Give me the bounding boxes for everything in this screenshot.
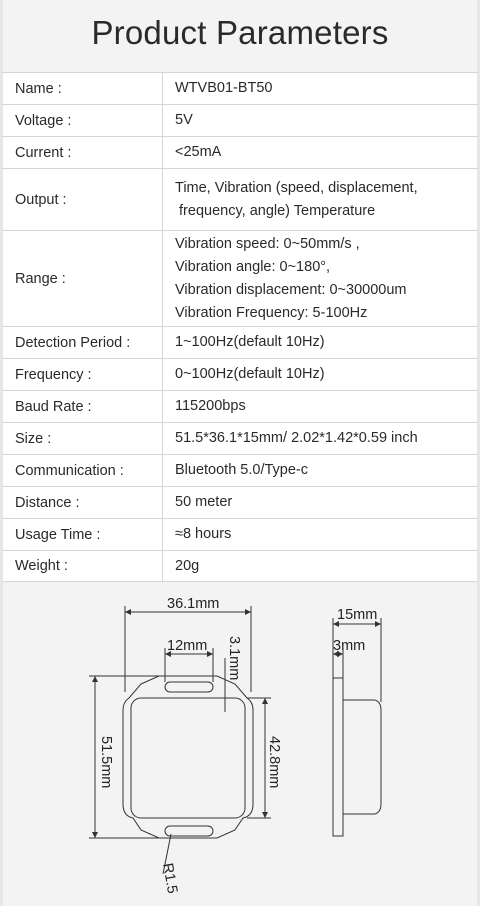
param-value xyxy=(163,105,477,136)
param-row xyxy=(3,168,477,230)
param-label: Usage Time : xyxy=(3,519,163,550)
param-value xyxy=(163,551,477,581)
param-label: Output : xyxy=(3,169,163,230)
param-value xyxy=(163,73,477,104)
parameters-table xyxy=(3,72,477,582)
param-row xyxy=(3,230,477,326)
param-label: Detection Period : xyxy=(3,327,163,358)
param-label: Weight : xyxy=(3,551,163,581)
param-value-line: 5V xyxy=(175,112,193,128)
param-label: Range : xyxy=(3,231,163,326)
top-slot xyxy=(165,682,213,692)
param-label: Voltage : xyxy=(3,105,163,136)
param-row xyxy=(3,486,477,518)
param-value xyxy=(163,327,477,358)
param-value-line: ≈8 hours xyxy=(175,526,232,542)
param-value-line: Time, Vibration (speed, displacement, xyxy=(175,179,418,196)
param-label: Distance : xyxy=(3,487,163,518)
slot-label: 12mm xyxy=(167,638,208,654)
param-value xyxy=(163,455,477,486)
param-value-line: 20g xyxy=(175,557,200,574)
param-value-line: 50 meter xyxy=(175,494,233,510)
param-value xyxy=(163,231,477,326)
param-row xyxy=(3,326,477,358)
param-label: Size : xyxy=(3,423,163,454)
radius-label: R1.5 xyxy=(159,861,181,895)
page-title: Product Parameters xyxy=(91,14,389,51)
param-value xyxy=(163,359,477,390)
param-value-line: 51.5*36.1*15mm/ 2.02*1.42*0.59 inch xyxy=(175,430,418,446)
param-value xyxy=(163,169,477,230)
body-height-label: 42.8mm xyxy=(266,736,282,789)
param-value xyxy=(163,423,477,454)
param-row xyxy=(3,390,477,422)
depth-label: 15mm xyxy=(337,607,378,623)
dimension-diagram xyxy=(3,582,477,906)
param-value-line: Vibration Frequency: 5-100Hz xyxy=(175,304,368,321)
param-label: Communication : xyxy=(3,455,163,486)
param-row xyxy=(3,104,477,136)
sensor-side-outline xyxy=(333,678,381,836)
param-row xyxy=(3,454,477,486)
param-row xyxy=(3,550,477,582)
sensor-front-inner xyxy=(131,698,245,818)
param-value-line: Vibration speed: 0~50mm/s , xyxy=(175,235,360,252)
param-value xyxy=(163,391,477,422)
param-value xyxy=(163,137,477,168)
param-row xyxy=(3,72,477,104)
param-label: Frequency : xyxy=(3,359,163,390)
param-value-line: Bluetooth 5.0/Type-c xyxy=(175,462,308,478)
param-value xyxy=(163,519,477,550)
height-label: 51.5mm xyxy=(98,736,114,789)
param-value-line: Vibration angle: 0~180°, xyxy=(175,258,331,275)
bottom-slot xyxy=(165,826,213,836)
param-label: Name : xyxy=(3,73,163,104)
param-value-line: 115200bps xyxy=(175,398,246,414)
width-label: 36.1mm xyxy=(167,596,220,612)
base-label: 3mm xyxy=(333,638,366,654)
param-row xyxy=(3,422,477,454)
param-value-line: frequency, angle) Temperature xyxy=(175,202,376,219)
param-value-line: WTVB01-BT50 xyxy=(175,80,273,96)
param-value-line: Vibration displacement: 0~30000um xyxy=(175,281,407,298)
param-row xyxy=(3,518,477,550)
param-value-line: <25mA xyxy=(175,144,222,160)
param-row xyxy=(3,136,477,168)
param-value-line: 1~100Hz(default 10Hz) xyxy=(175,334,325,350)
slot-offset-label: 3.1mm xyxy=(226,636,242,681)
param-value-line: 0~100Hz(default 10Hz) xyxy=(175,366,325,382)
param-row xyxy=(3,358,477,390)
sensor-front-outline xyxy=(123,676,253,838)
param-value xyxy=(163,487,477,518)
param-label: Baud Rate : xyxy=(3,391,163,422)
param-label: Current : xyxy=(3,137,163,168)
